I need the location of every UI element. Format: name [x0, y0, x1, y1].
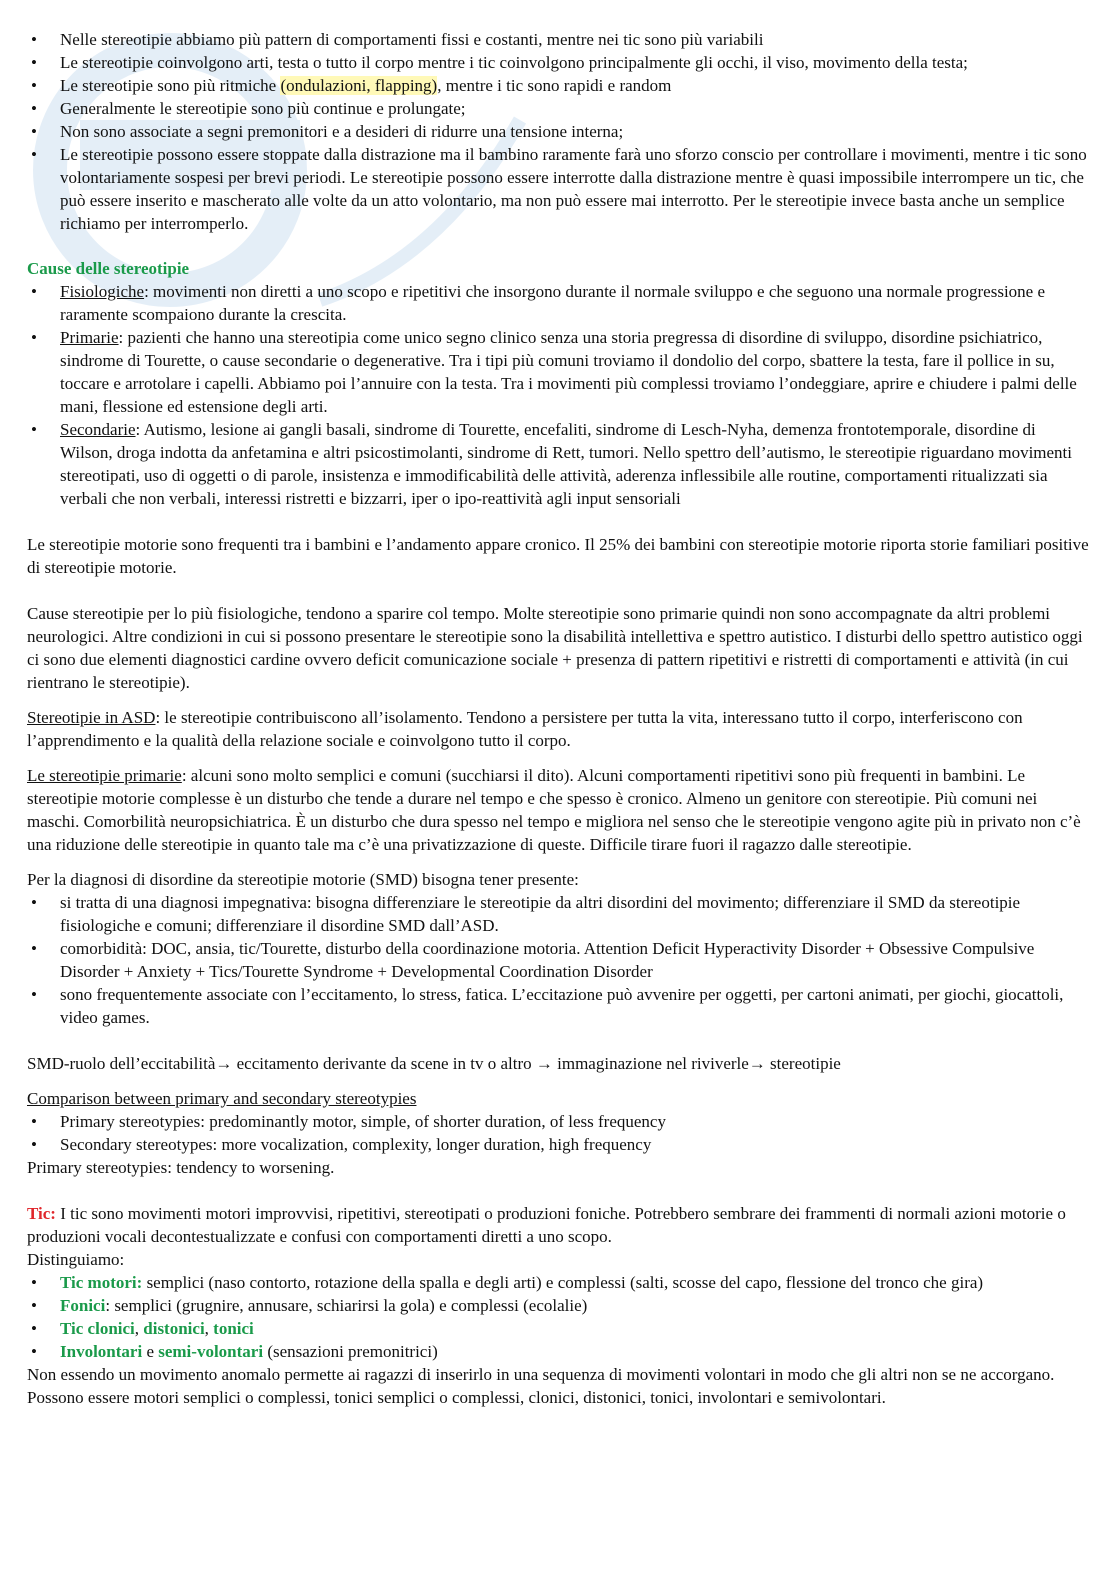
- paragraph-smd-role: SMD-ruolo dell’eccitabilità→ eccitamento derivante da scene in tv o altro → immaginazione nel riviverle→ stereotipie: [27, 1054, 841, 1073]
- paragraph-smd-intro: Per la diagnosi di disordine da stereotipie motorie (SMD) bisogna tener presente:: [27, 870, 579, 889]
- tic-list: [27, 1271, 1089, 1363]
- list-item: • Generalmente le stereotipie sono più continue e prolungate;: [27, 97, 1089, 120]
- list-item: • Secondarie: Autismo, lesione ai gangli basali, sindrome di Tourette, encefaliti, sindrome di Lesch-Nyha, demenza frontotemporale, disordine di Wilson, droga indotta da anfetamina e altri psicostimolanti, sindrome di Rett, tumori. Nello spettro dell’autismo, le stereotipie riguardano movimenti stereotipati, uso di oggetti o di parole, insistenza e immodificabilità delle attività, aderenza inflessibile alle routine, comportamenti ritualizzati sia verbali che non verbali, interessi ristretti e bizzarri, iper o ipo-reattività agli input sensoriali: [27, 418, 1089, 510]
- arrow-right-icon: →: [535, 1054, 553, 1073]
- comparison-note: Primary stereotypies: tendency to worsening.: [27, 1158, 335, 1177]
- list-item: • Tic clonici, distonici, tonici: [27, 1317, 1089, 1340]
- arrow-right-icon: →: [215, 1054, 233, 1073]
- list-item: • Non sono associate a segni premonitori e a desideri di ridurre una tensione interna;: [27, 120, 1089, 143]
- highlighted-text: (ondulazioni, flapping): [280, 76, 438, 95]
- list-item: • Primary stereotypies: predominantly motor, simple, of shorter duration, of less frequency: [27, 1110, 1089, 1133]
- comparison-list: [27, 1110, 1089, 1156]
- tic-heading: Tic:: [27, 1204, 56, 1223]
- list-item: • Secondary stereotypes: more vocalization, complexity, longer duration, high frequency: [27, 1133, 1089, 1156]
- list-item: • Fonici: semplici (grugnire, annusare, schiarirsi la gola) e complessi (ecolalie): [27, 1294, 1089, 1317]
- document-page: [27, 28, 1089, 1409]
- paragraph-tic-closing: Non essendo un movimento anomalo permette ai ragazzi di inserirlo in una sequenza di movimenti volontari in modo che gli altri non se ne accorgano. Possono essere motori semplici o complessi, tonici semplici o complessi, clonici, distonici, tonici, involontari e semivolontari.: [27, 1365, 1055, 1407]
- list-item: • Le stereotipie coinvolgono arti, testa o tutto il corpo mentre i tic coinvolgono principalmente gli occhi, il viso, movimento della testa;: [27, 51, 1089, 74]
- list-item: • comorbidità: DOC, ansia, tic/Tourette, disturbo della coordinazione motoria. Attention Deficit Hyperactivity Disorder + Obsessive Compulsive Disorder + Anxiety + Tics/Tourette Syndrome + Developmental Coordination Disorder: [27, 937, 1089, 983]
- paragraph-asd: Stereotipie in ASD: le stereotipie contribuiscono all’isolamento. Tendono a persistere per tutta la vita, interessano tutto il corpo, interferiscono con l’apprendimento e la qualità della relazione sociale e coinvolgono tutto il corpo.: [27, 708, 1023, 750]
- list-item: • Fisiologiche: movimenti non diretti a uno scopo e ripetitivi che insorgono durante il normale sviluppo e che seguono una normale progressione e raramente scompaiono durante la crescita.: [27, 280, 1089, 326]
- list-item: • Le stereotipie possono essere stoppate dalla distrazione ma il bambino raramente farà uno sforzo conscio per controllare i movimenti, mentre i tic sono volontariamente sospesi per brevi periodi. Le stereotipie possono essere interrotte dalla distrazione mentre è quasi impossibile interrompere un tic, che può essere inserito e mascherato alle volte da un atto volontario, ma non può essere mai interrotto. Per le stereotipie invece basta anche un semplice richiamo per interromperlo.: [27, 143, 1089, 235]
- paragraph-tic: Tic: I tic sono movimenti motori improvvisi, ripetitivi, stereotipati o produzioni foniche. Potrebbero sembrare dei frammenti di normali azioni motorie o produzioni vocali decontestualizzate e confusi con comportamenti diretti a uno scopo.: [27, 1204, 1066, 1246]
- paragraph-primary: Le stereotipie primarie: alcuni sono molto semplici e comuni (succhiarsi il dito). Alcuni comportamenti ripetitivi sono più frequenti in bambini. Le stereotipie motorie complesse è un disturbo che tende a durare nel tempo e che spesso è cronico. Almeno un genitore con stereotipie. Più comuni nei maschi. Comorbilità neuropsichiatrica. È un disturbo che dura spesso nel tempo e migliora nel senso che le stereotipie vengono agite più in privato non c’è una riduzione delle stereotipie in quanto tale ma c’è una privatizzazione di queste. Difficile tirare fuori il ragazzo dalle stereotipie.: [27, 766, 1081, 854]
- list-item: • si tratta di una diagnosi impegnativa: bisogna differenziare le stereotipie da altri disordini del movimento; differenziare il SMD da stereotipie fisiologiche e comuni; differenziare il disordine SMD dall’ASD.: [27, 891, 1089, 937]
- arrow-right-icon: →: [748, 1054, 766, 1073]
- paragraph-frequency: Le stereotipie motorie sono frequenti tra i bambini e l’andamento appare cronico. Il 25% dei bambini con stereotipie motorie riporta storie familiari positive di stereotipie motorie.: [27, 535, 1089, 577]
- list-item: • Tic motori: semplici (naso contorto, rotazione della spalla e degli arti) e complessi (salti, scosse del capo, flessione del tronco che gira): [27, 1271, 1089, 1294]
- causes-list: [27, 280, 1089, 510]
- tic-distinguish: Distinguiamo:: [27, 1250, 125, 1269]
- comparison-heading: Comparison between primary and secondary stereotypies: [27, 1089, 417, 1108]
- intro-bullet-list: [27, 28, 1089, 235]
- list-item: • Nelle stereotipie abbiamo più pattern di comportamenti fissi e costanti, mentre nei tic sono più variabili: [27, 28, 1089, 51]
- section-heading-causes: Cause delle stereotipie: [27, 259, 190, 278]
- smd-list: [27, 891, 1089, 1029]
- paragraph-causes: Cause stereotipie per lo più fisiologiche, tendono a sparire col tempo. Molte stereotipie sono primarie quindi non sono accompagnate da altri problemi neurologici. Altre condizioni in cui si possono presentare le stereotipie sono la disabilità intellettiva e spettro autistico. I disturbi dello spettro autistico oggi ci sono due elementi diagnostici cardine ovvero deficit comunicazione sociale + presenza di pattern ripetitivi e ristretti di comportamenti e attività (in cui rientrano le stereotipie).: [27, 604, 1083, 692]
- list-item: • sono frequentemente associate con l’eccitamento, lo stress, fatica. L’eccitazione può avvenire per oggetti, per cartoni animati, per giochi, giocattoli, video games.: [27, 983, 1089, 1029]
- list-item: • Primarie: pazienti che hanno una stereotipia come unico segno clinico senza una storia pregressa di disordine di sviluppo, disordine psichiatrico, sindrome di Tourette, o cause secondarie o degenerative. Tra i tipi più comuni troviamo il dondolio del corpo, sbattere la testa, fare il pollice in su, toccare e arrotolare i capelli. Abbiamo poi l’annuire con la testa. Tra i movimenti più complessi troviamo l’ondeggiare, aprire e chiudere i palmi delle mani, flessione ed estensione degli arti.: [27, 326, 1089, 418]
- list-item: • Le stereotipie sono più ritmiche (ondulazioni, flapping), mentre i tic sono rapidi e random: [27, 74, 1089, 97]
- list-item: • Involontari e semi-volontari (sensazioni premonitrici): [27, 1340, 1089, 1363]
